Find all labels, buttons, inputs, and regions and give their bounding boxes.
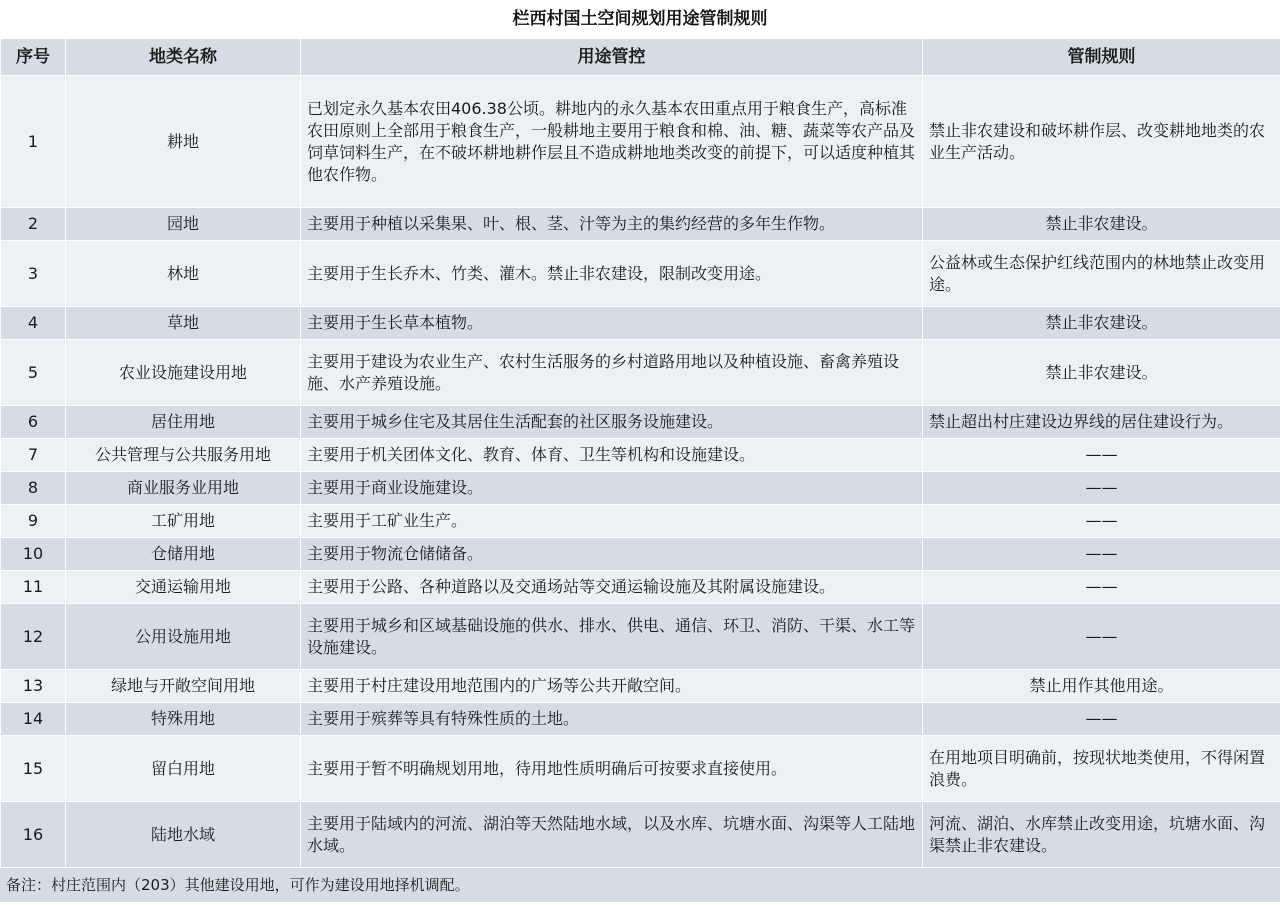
row-land-type: 草地 [66, 307, 301, 340]
page-title: 栏西村国土空间规划用途管制规则 [512, 9, 768, 29]
row-land-type: 工矿用地 [66, 505, 301, 538]
row-land-type: 园地 [66, 208, 301, 241]
table-row [1, 505, 1280, 538]
table-body [1, 76, 1280, 868]
row-no: 5 [1, 340, 66, 406]
row-land-type: 居住用地 [66, 406, 301, 439]
table-row [1, 703, 1280, 736]
row-no: 15 [1, 736, 66, 802]
table-row [1, 670, 1280, 703]
table-row [1, 472, 1280, 505]
row-use-control: 主要用于生长乔木、竹类、灌木。禁止非农建设，限制改变用途。 [301, 241, 923, 307]
table-row [1, 538, 1280, 571]
row-use-control: 主要用于生长草本植物。 [301, 307, 923, 340]
table-row [1, 604, 1280, 670]
row-no: 8 [1, 472, 66, 505]
row-use-control: 主要用于工矿业生产。 [301, 505, 923, 538]
row-no: 12 [1, 604, 66, 670]
row-control-rule: 禁止非农建设。 [923, 340, 1280, 406]
row-land-type: 商业服务业用地 [66, 472, 301, 505]
table-row [1, 307, 1280, 340]
row-use-control: 主要用于殡葬等具有特殊性质的土地。 [301, 703, 923, 736]
row-land-type: 仓储用地 [66, 538, 301, 571]
row-land-type: 特殊用地 [66, 703, 301, 736]
row-no: 10 [1, 538, 66, 571]
row-use-control: 主要用于公路、各种道路以及交通场站等交通运输设施及其附属设施建设。 [301, 571, 923, 604]
table-row [1, 571, 1280, 604]
header-no: 序号 [1, 39, 66, 76]
table-row [1, 406, 1280, 439]
row-control-rule: 河流、湖泊、水库禁止改变用途，坑塘水面、沟渠禁止非农建设。 [923, 802, 1280, 868]
row-no: 13 [1, 670, 66, 703]
header-use: 用途管控 [301, 39, 923, 76]
row-no: 2 [1, 208, 66, 241]
row-use-control: 主要用于陆域内的河流、湖泊等天然陆地水域，以及水库、坑塘水面、沟渠等人工陆地水域。 [301, 802, 923, 868]
row-use-control: 主要用于村庄建设用地范围内的广场等公共开敞空间。 [301, 670, 923, 703]
row-land-type: 林地 [66, 241, 301, 307]
table-row [1, 340, 1280, 406]
table-row [1, 736, 1280, 802]
row-no: 16 [1, 802, 66, 868]
row-no: 6 [1, 406, 66, 439]
row-control-rule: 在用地项目明确前，按现状地类使用，不得闲置浪费。 [923, 736, 1280, 802]
table-header-row [1, 39, 1280, 76]
header-name: 地类名称 [66, 39, 301, 76]
row-land-type: 交通运输用地 [66, 571, 301, 604]
row-use-control: 主要用于暂不明确规划用地，待用地性质明确后可按要求直接使用。 [301, 736, 923, 802]
table-row [1, 208, 1280, 241]
row-use-control: 主要用于机关团体文化、教育、体育、卫生等机构和设施建设。 [301, 439, 923, 472]
row-use-control: 主要用于城乡住宅及其居住生活配套的社区服务设施建设。 [301, 406, 923, 439]
row-land-type: 公共管理与公共服务用地 [66, 439, 301, 472]
row-control-rule: —— [923, 571, 1280, 604]
row-no: 11 [1, 571, 66, 604]
table-row [1, 802, 1280, 868]
row-control-rule: —— [923, 538, 1280, 571]
row-no: 7 [1, 439, 66, 472]
row-use-control: 主要用于物流仓储储备。 [301, 538, 923, 571]
row-control-rule: 禁止非农建设。 [923, 208, 1280, 241]
row-no: 1 [1, 76, 66, 208]
row-control-rule: —— [923, 604, 1280, 670]
row-land-type: 绿地与开敞空间用地 [66, 670, 301, 703]
row-no: 14 [1, 703, 66, 736]
row-no: 9 [1, 505, 66, 538]
row-control-rule: —— [923, 505, 1280, 538]
row-land-type: 留白用地 [66, 736, 301, 802]
row-land-type: 公用设施用地 [66, 604, 301, 670]
row-no: 3 [1, 241, 66, 307]
row-control-rule: —— [923, 472, 1280, 505]
row-land-type: 农业设施建设用地 [66, 340, 301, 406]
row-control-rule: 公益林或生态保护红线范围内的林地禁止改变用途。 [923, 241, 1280, 307]
table-row [1, 439, 1280, 472]
row-use-control: 主要用于建设为农业生产、农村生活服务的乡村道路用地以及种植设施、畜禽养殖设施、水产养殖设施。 [301, 340, 923, 406]
row-use-control: 主要用于种植以采集果、叶、根、茎、汁等为主的集约经营的多年生作物。 [301, 208, 923, 241]
footnote: 备注：村庄范围内（203）其他建设用地，可作为建设用地择机调配。 [0, 868, 1280, 902]
row-no: 4 [1, 307, 66, 340]
row-land-type: 陆地水域 [66, 802, 301, 868]
table-row [1, 241, 1280, 307]
row-control-rule: 禁止非农建设。 [923, 307, 1280, 340]
table-row [1, 76, 1280, 208]
row-use-control: 主要用于城乡和区域基础设施的供水、排水、供电、通信、环卫、消防、干渠、水工等设施建设。 [301, 604, 923, 670]
row-control-rule: —— [923, 439, 1280, 472]
row-control-rule: —— [923, 703, 1280, 736]
row-control-rule: 禁止用作其他用途。 [923, 670, 1280, 703]
row-control-rule: 禁止超出村庄建设边界线的居住建设行为。 [923, 406, 1280, 439]
row-use-control: 已划定永久基本农田406.38公顷。耕地内的永久基本农田重点用于粮食生产，高标准农田原则上全部用于粮食生产，一般耕地主要用于粮食和棉、油、糖、蔬菜等农产品及饲草饲料生产，在不破坏耕地耕作层且不造成耕地地类改变的前提下，可以适度种植其他农作物。 [301, 76, 923, 208]
row-use-control: 主要用于商业设施建设。 [301, 472, 923, 505]
row-land-type: 耕地 [66, 76, 301, 208]
row-control-rule: 禁止非农建设和破坏耕作层、改变耕地地类的农业生产活动。 [923, 76, 1280, 208]
header-rule: 管制规则 [923, 39, 1280, 76]
land-use-table [0, 38, 1280, 868]
